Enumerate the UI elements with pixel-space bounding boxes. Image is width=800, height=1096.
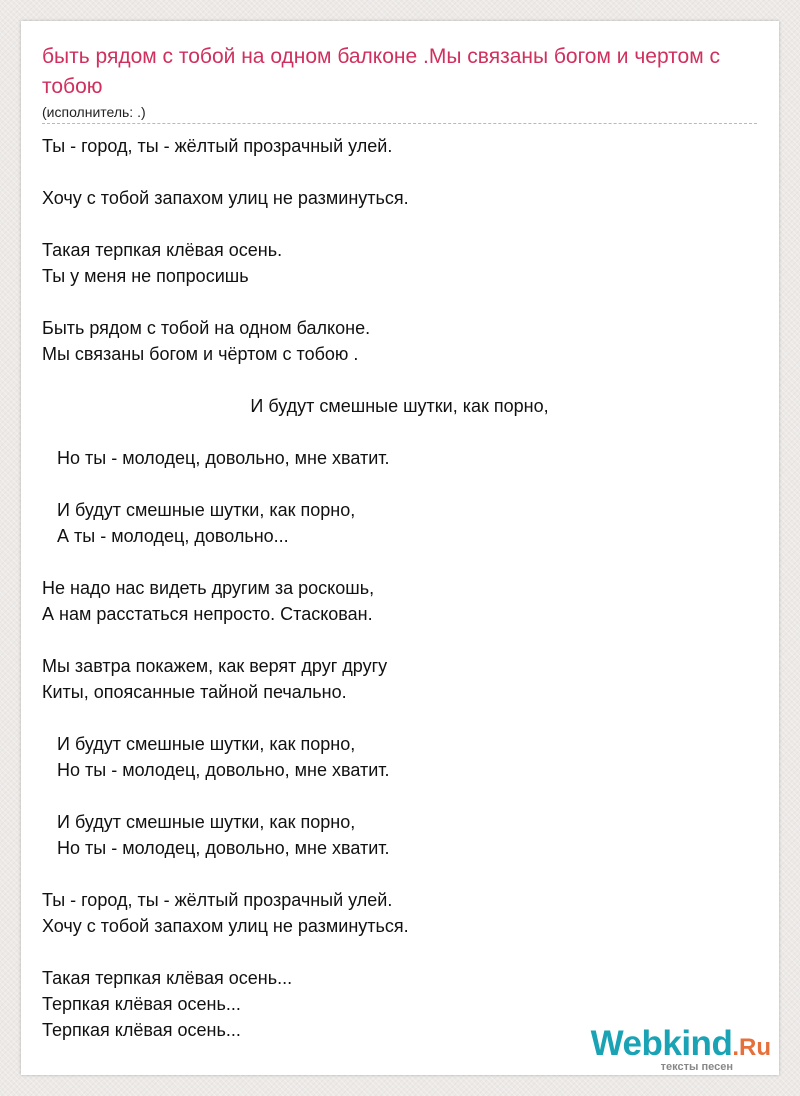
lyric-line: А нам расстаться непросто. Стаскован. (42, 604, 373, 624)
lyric-line: И будут смешные шутки, как порно, (42, 500, 356, 520)
lyric-blank-line (42, 939, 757, 965)
logo-tld: .Ru (732, 1034, 771, 1061)
lyric-line: Но ты - молодец, довольно, мне хватит. (42, 838, 390, 858)
logo-name: Webkind (590, 1024, 733, 1063)
lyric-line: Терпкая клёвая осень... (42, 1020, 241, 1040)
lyric-line: Такая терпкая клёвая осень... (42, 968, 293, 988)
lyric-blank-line (42, 211, 757, 237)
lyric-line: Ты у меня не попросишь (42, 266, 249, 286)
header-divider (42, 123, 757, 124)
lyric-blank-line (42, 419, 757, 445)
lyric-line: Не надо нас видеть другим за роскошь, (42, 578, 375, 598)
lyric-line: Хочу с тобой запахом улиц не разминуться. (42, 188, 409, 208)
artist-label: (исполнитель: .) (42, 104, 146, 120)
lyric-line: Но ты - молодец, довольно, мне хватит. (42, 760, 390, 780)
lyric-blank-line (42, 289, 757, 315)
lyrics-page (21, 21, 779, 1075)
lyric-line: Ты - город, ты - жёлтый прозрачный улей. (42, 136, 393, 156)
lyric-line: Мы связаны богом и чёртом с тобою . (42, 344, 359, 364)
lyric-blank-line (42, 627, 757, 653)
lyric-line: Хочу с тобой запахом улиц не разминуться. (42, 916, 409, 936)
lyrics-body (42, 133, 757, 1043)
lyric-line: Мы завтра покажем, как верят друг другу (42, 656, 388, 676)
lyric-blank-line (42, 783, 757, 809)
song-title: быть рядом с тобой на одном балконе .Мы связаны богом и чертом с тобою (42, 45, 720, 98)
lyric-line: А ты - молодец, довольно... (42, 526, 289, 546)
lyric-blank-line (42, 705, 757, 731)
lyric-line: Быть рядом с тобой на одном балконе. (42, 318, 371, 338)
lyric-line: Такая терпкая клёвая осень. (42, 240, 283, 260)
lyric-line: Но ты - молодец, довольно, мне хватит. (42, 448, 390, 468)
lyric-line: Терпкая клёвая осень... (42, 994, 241, 1014)
lyric-line: Киты, опоясанные тайной печально. (42, 682, 347, 702)
lyric-line: И будут смешные шутки, как порно, (42, 734, 356, 754)
lyric-line: Ты - город, ты - жёлтый прозрачный улей. (42, 890, 393, 910)
logo-tagline: тексты песен (660, 1061, 733, 1073)
lyric-blank-line (42, 471, 757, 497)
lyric-line: И будут смешные шутки, как порно, (250, 396, 549, 416)
site-logo[interactable] (591, 1026, 771, 1073)
lyric-blank-line (42, 861, 757, 887)
lyric-blank-line (42, 549, 757, 575)
lyric-line: И будут смешные шутки, как порно, (42, 812, 356, 832)
lyric-blank-line (42, 159, 757, 185)
lyric-blank-line (42, 367, 757, 393)
